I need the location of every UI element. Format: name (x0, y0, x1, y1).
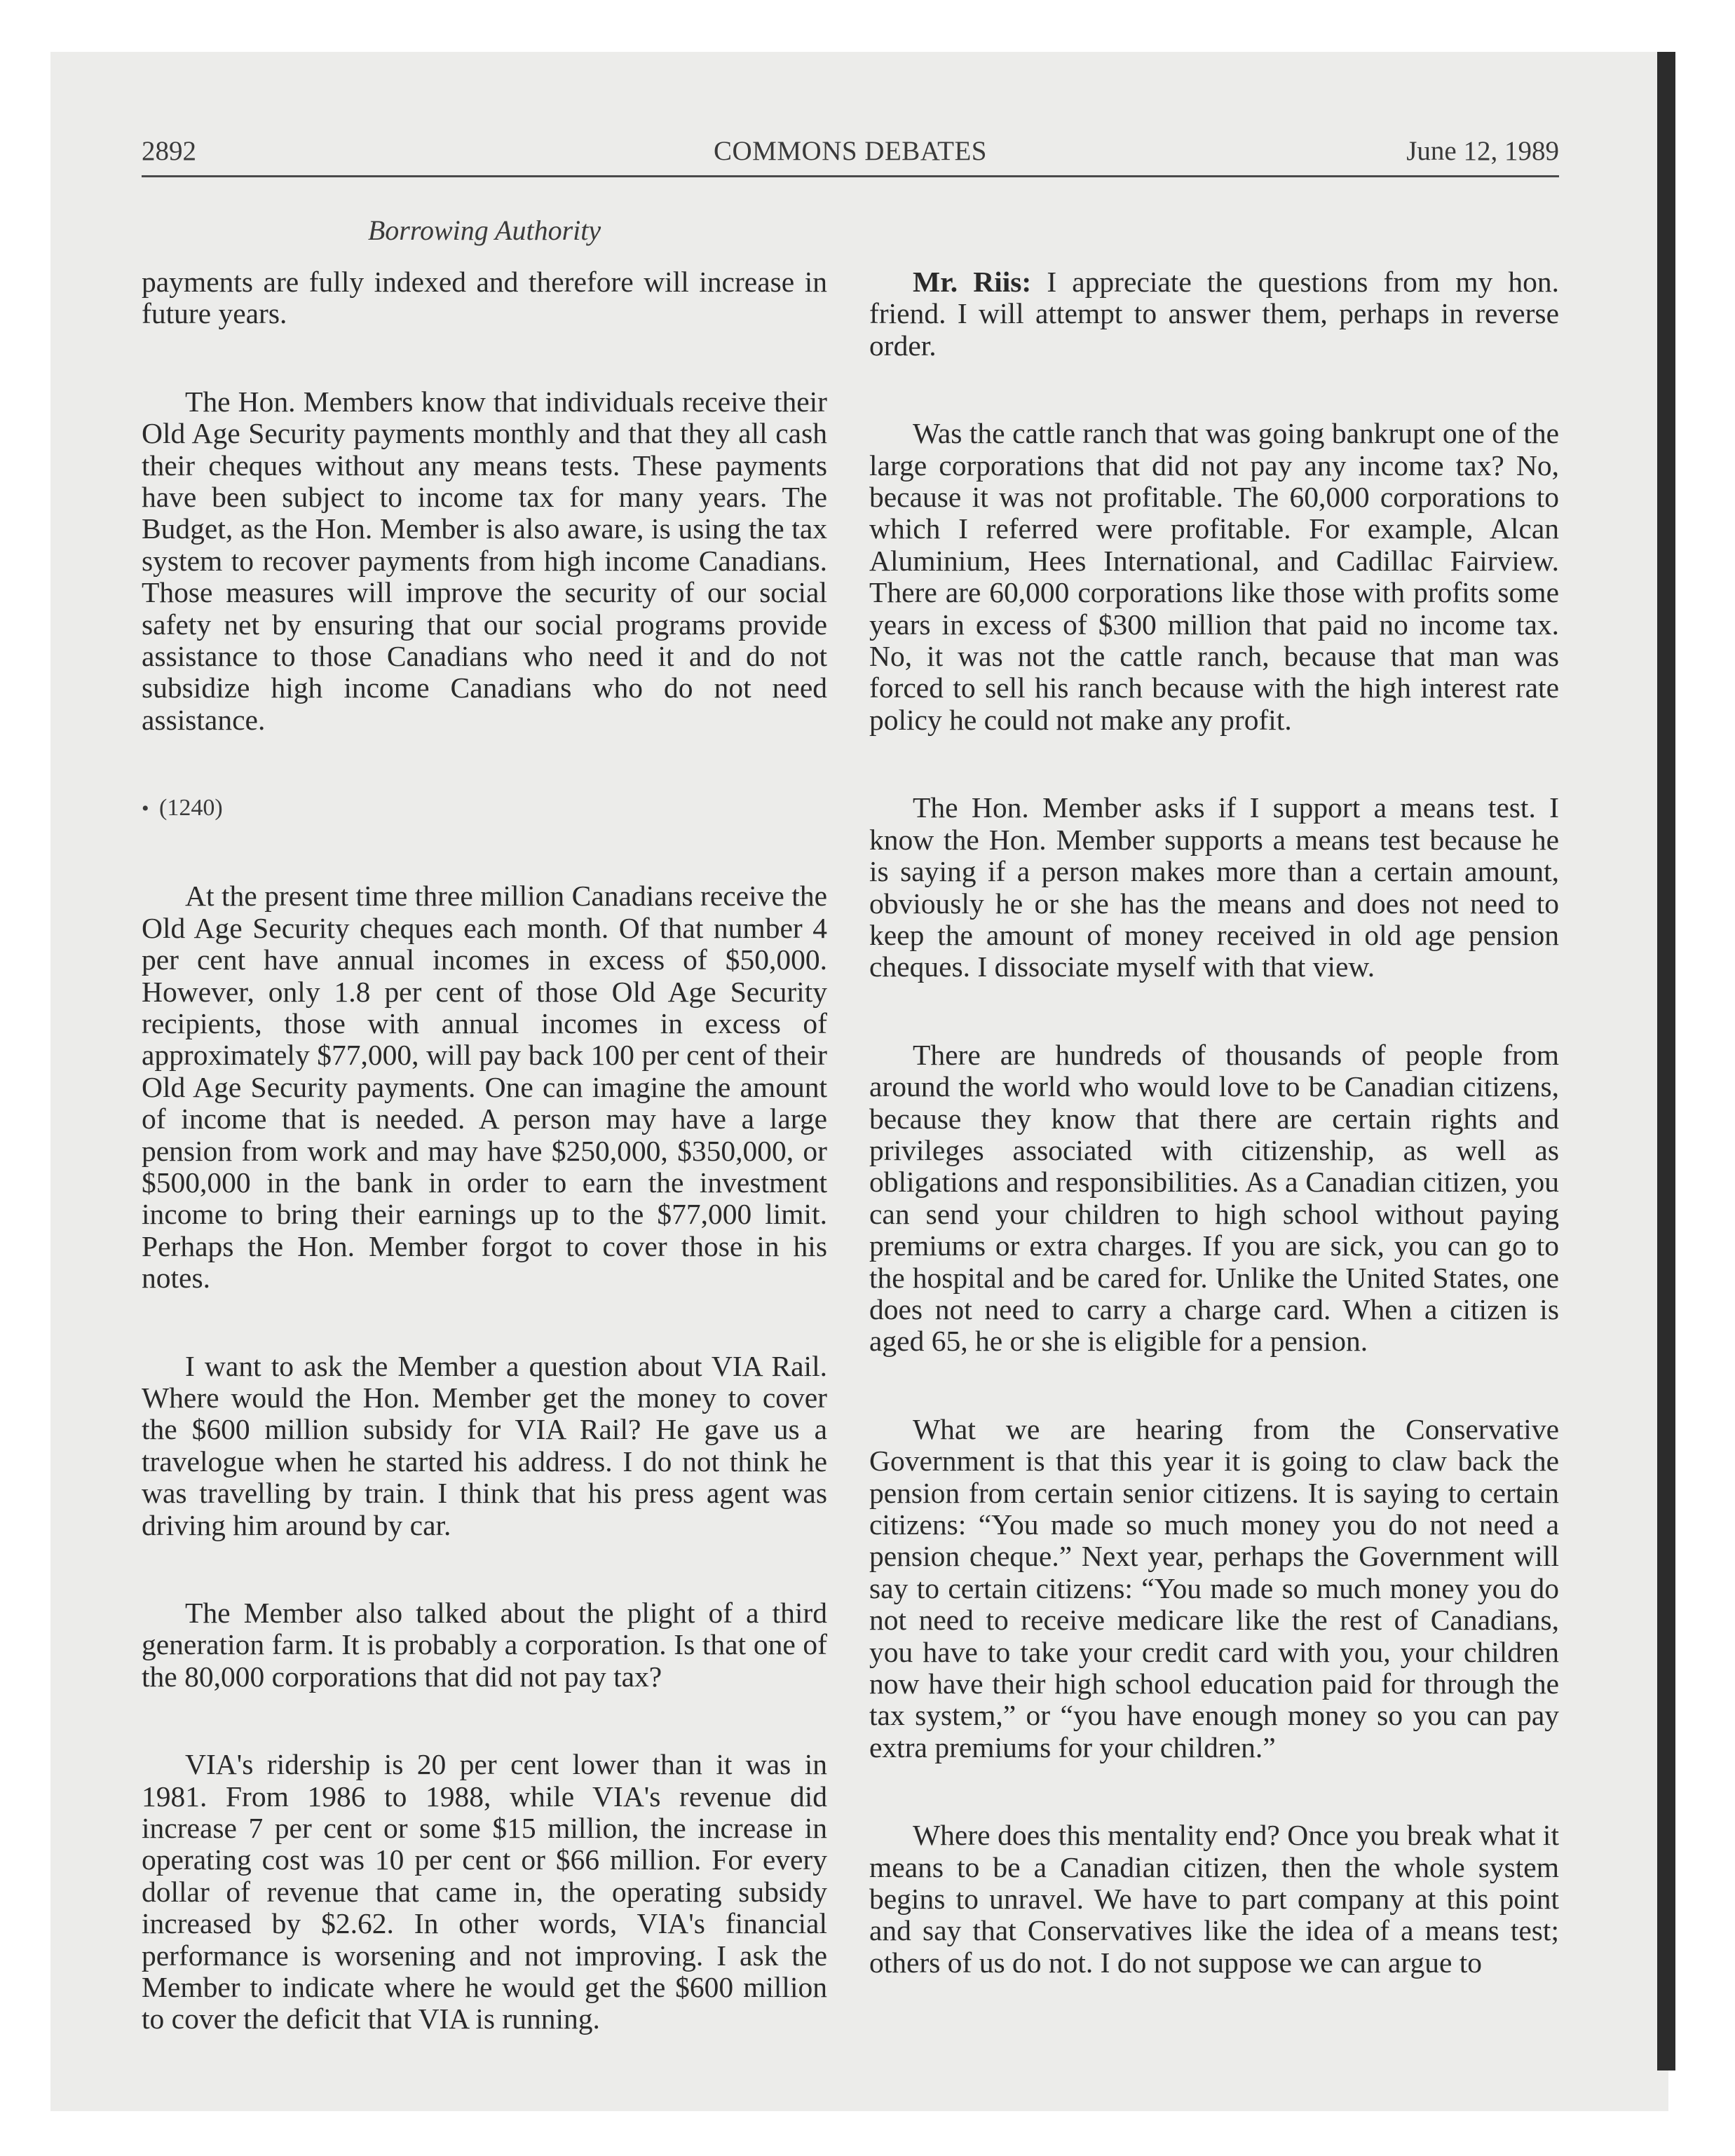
publication-date: June 12, 1989 (1406, 136, 1559, 166)
left-paragraph-4: I want to ask the Member a question about VIA Rail. Where would the Hon. Member get the money to cover the $600 million subsidy for VIA Rail? He gave us a travelogue when he started his address. I do not think he was travelling by train. I think that his press agent was driving him around by car. (142, 1349, 827, 1541)
speaker-name: Mr. Riis: (913, 266, 1032, 298)
right-paragraph-1 (869, 266, 1559, 362)
publication-title: COMMONS DEBATES (714, 136, 987, 166)
right-paragraph-4: There are hundreds of thousands of people from around the world who would love to be Canadian citizens, because they know that there are certain rights and privileges associated with citizenship, as well as obligations and responsibilities. As a Canadian citizen, you can send your children to high school without paying premiums or extra charges. If you are sick, you can go to the hospital and be cared for. Unlike the United States, one does not need to carry a charge card. When a citizen is aged 65, he or she is eligible for a pension. (869, 1038, 1559, 1358)
page-header (142, 135, 1559, 173)
left-paragraph-6: VIA's ridership is 20 per cent lower than it was in 1981. From 1986 to 1988, while VIA's revenue did increase 7 per cent or some $15 million, the increase in operating cost was 10 per cent or $66 million. For every dollar of revenue that came in, the operating subsidy increased by $2.62. In other words, VIA's financial performance is worsening and not improving. I ask the Member to indicate where he would get the $600 million to cover the deficit that VIA is running. (142, 1748, 827, 2035)
scan-edge-bar (1657, 52, 1675, 2070)
left-paragraph-3: At the present time three million Canadians receive the Old Age Security cheques each month. Of that number 4 per cent have annual incomes in excess of $50,000. However, only 1.8 per cent of those Old Age Security recipients, those with annual incomes in excess of approximately $77,000, will pay back 100 per cent of their Old Age Security payments. One can imagine the amount of income that is needed. A person may have a large pension from work and may have $250,000, $350,000, or $500,000 in the bank in order to earn the investment income to bring their earnings up to the $77,000 limit. Perhaps the Hon. Member forgot to cover those in his notes. (142, 880, 827, 1295)
left-paragraph-5: The Member also talked about the plight of a third generation farm. It is probably a corporation. Is that one of the 80,000 corporations that did not pay tax? (142, 1597, 827, 1693)
right-paragraph-5: What we are hearing from the Conservative Government is that this year it is going to claw back the pension from certain senior citizens. It is saying to certain citizens: “You made so much money you do not need a pension cheque.” Next year, perhaps the Government will say to certain citizens: “You made so much money you do not need to receive medicare like the rest of Canadians, you have to take your credit card with you, your children now have their high school education paid for through the tax system,” or “you have enough money so you can pay extra premiums for your children.” (869, 1412, 1559, 1763)
bullet-icon: • (142, 797, 149, 821)
page-number: 2892 (142, 136, 196, 166)
right-paragraph-2: Was the cattle ranch that was going bankrupt one of the large corporations that did not pay any income tax? No, because it was not profitable. The 60,000 corporations to which I referred were profitable. For example, Alcan Aluminium, Hees International, and Cadillac Fairview. There are 60,000 corporations like those with profits some years in excess of $300 million that paid no income tax. No, it was not the cattle ranch, because that man was forced to sell his ranch because with the high interest rate policy he could not make any profit. (869, 417, 1559, 736)
right-paragraph-3: The Hon. Member asks if I support a means test. I know the Hon. Member supports a means test because he is saying if a person makes more than a certain amount, obviously he or she has the means and does not need to keep the amount of money received in old age pension cheques. I dissociate myself with that view. (869, 791, 1559, 983)
section-title: Borrowing Authority (367, 214, 601, 246)
right-paragraph-1-text: I appreciate the questions from my hon. friend. I will attempt to answer them, perhaps in reverse order. (869, 266, 1559, 362)
left-column (142, 266, 827, 2092)
time-marker-text: (1240) (159, 795, 223, 821)
left-paragraph-2: The Hon. Members know that individuals receive their Old Age Security payments monthly and that they all cash their cheques without any means tests. These payments have been subject to income tax for many years. The Budget, as the Hon. Member is also aware, is using the tax system to recover payments from high income Canadians. Those measures will improve the security of our social safety net by ensuring that our social programs provide assistance to those Canadians who need it and do not subsidize high income Canadians who do not need assistance. (142, 385, 827, 736)
right-paragraph-6: Where does this mentality end? Once you break what it means to be a Canadian citizen, then the whole system begins to unravel. We have to part company at this point and say that Conservatives like the idea of a means test; others of us do not. I do not suppose we can argue to (869, 1819, 1559, 1979)
right-column (869, 266, 1559, 2035)
time-marker (142, 792, 827, 824)
header-rule (142, 175, 1559, 177)
left-paragraph-1: payments are fully indexed and therefore will increase in future years. (142, 266, 827, 330)
